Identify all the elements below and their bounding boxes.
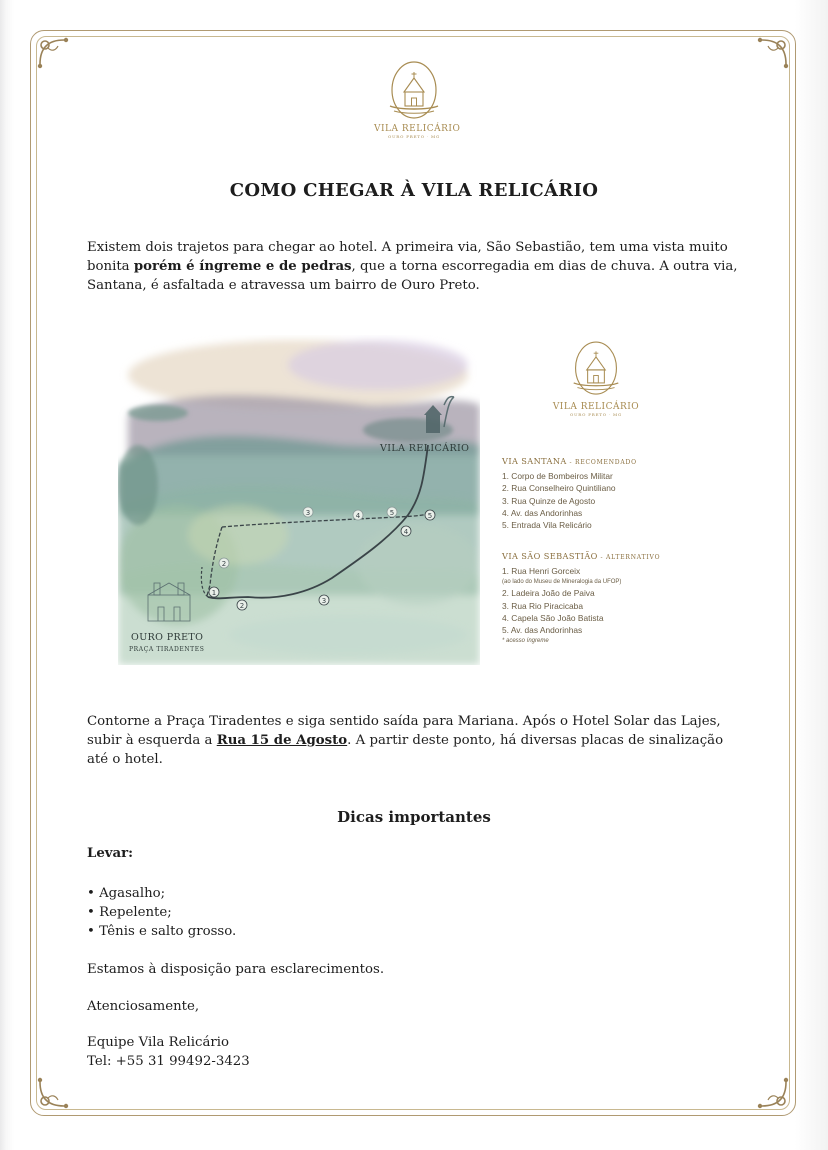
corner-ornament-icon (34, 1068, 78, 1112)
legend-item: 5. Entrada Vila Relicário (502, 520, 592, 531)
directions-text: Contorne a Praça Tiradentes e siga sentido saída para Mariana. Após o Hotel Solar das Lajes, subir à esquerda a (87, 714, 721, 748)
logo-wordmark: VILA RELICÁRIO (374, 124, 461, 134)
map-alt-marker-5: 5 (389, 509, 395, 517)
legend-santana-heading (502, 455, 637, 469)
legend-sebastiao-heading (502, 550, 660, 564)
map-marker-3: 3 (321, 597, 327, 605)
map-marker-4: 4 (403, 528, 409, 536)
street-link[interactable]: Rua 15 de Agosto (216, 733, 348, 748)
closing-availability: Estamos à disposição para esclarecimentos. (87, 962, 385, 977)
directions-paragraph (87, 712, 742, 769)
intro-paragraph (87, 238, 742, 295)
legend-item: 1. Rua Henri Gorceix (502, 566, 581, 577)
legend-item-note: (ao lado do Museu de Mineralogia da UFOP) (502, 579, 622, 586)
tips-bring-label: Levar: (87, 846, 134, 861)
legend-sebastiao-tag: - ALTERNATIVO (597, 554, 661, 561)
legend-item: 2. Ladeira João de Paiva (502, 588, 595, 599)
legend-logo-wordmark: VILA RELICÁRIO (552, 402, 640, 412)
directions-text-end: . A partir deste ponto, há diversas placas de sinalização até o hotel. (87, 733, 724, 767)
intro-bold-text: porém é íngreme e de pedras (133, 259, 352, 274)
page-title: COMO CHEGAR À VILA RELICÁRIO (229, 180, 599, 201)
signature-phone[interactable]: Tel: +55 31 99492-3423 (87, 1054, 250, 1069)
legend-logo (551, 338, 641, 417)
legend-item: 3. Rua Quinze de Agosto (502, 495, 596, 506)
legend-item: 1. Corpo de Bombeiros Militar (502, 471, 613, 482)
signature-team: Equipe Vila Relicário (87, 1035, 230, 1050)
legend-sebastiao-title: VIA SÃO SEBASTIÃO (502, 551, 598, 561)
legend-santana-tag: - RECOMENDADO (566, 459, 637, 466)
map-alt-marker-4: 4 (355, 512, 361, 520)
legend-item: 4. Av. das Andorinhas (502, 507, 583, 518)
map-alt-marker-3: 3 (305, 509, 311, 517)
legend-santana-title: VIA SANTANA (502, 456, 567, 466)
chapel-emblem-icon (386, 58, 442, 124)
map-marker-2: 2 (239, 602, 245, 610)
map-alt-marker-2: 2 (221, 560, 227, 568)
header-logo (374, 58, 461, 139)
tips-list (87, 884, 236, 941)
legend-item: 5. Av. das Andorinhas (502, 625, 583, 636)
route-map (118, 335, 480, 665)
intro-text-end: , que a torna escorregadia em dias de chuva. A outra via, Santana, é asfaltada e atravessa um bairro de Ouro Preto. (87, 259, 738, 293)
legend-logo-subtitle: OURO PRETO · MG (570, 412, 622, 417)
logo-subtitle: OURO PRETO · MG (388, 134, 440, 139)
map-label-origin: OURO PRETO (131, 632, 204, 643)
corner-ornament-icon (748, 34, 792, 78)
legend-santana (502, 455, 637, 531)
closing-regards: Atenciosamente, (87, 999, 200, 1014)
legend-item: 4. Capela São João Batista (502, 612, 604, 623)
map-marker-1: 1 (211, 589, 217, 597)
list-item: • Tênis e salto grosso. (87, 924, 237, 939)
corner-ornament-icon (748, 1068, 792, 1112)
intro-text: Existem dois trajetos para chegar ao hotel. A primeira via, São Sebastião, tem uma vista muito bonita (87, 240, 728, 274)
map-label-destination: VILA RELICÁRIO (380, 443, 470, 454)
corner-ornament-icon (34, 34, 78, 78)
legend-sebastiao (502, 550, 660, 646)
legend-footnote: * acesso íngreme (502, 638, 549, 645)
legend-item: 3. Rua Rio Piracicaba (502, 600, 583, 611)
list-item: • Repelente; (87, 905, 172, 920)
tips-heading: Dicas importantes (337, 808, 491, 826)
chapel-emblem-icon (570, 338, 622, 400)
list-item: • Agasalho; (87, 886, 166, 901)
map-label-origin-sub: PRAÇA TIRADENTES (129, 646, 205, 653)
legend-item: 2. Rua Conselheiro Quintiliano (502, 483, 616, 494)
map-marker-5: 5 (427, 512, 433, 520)
